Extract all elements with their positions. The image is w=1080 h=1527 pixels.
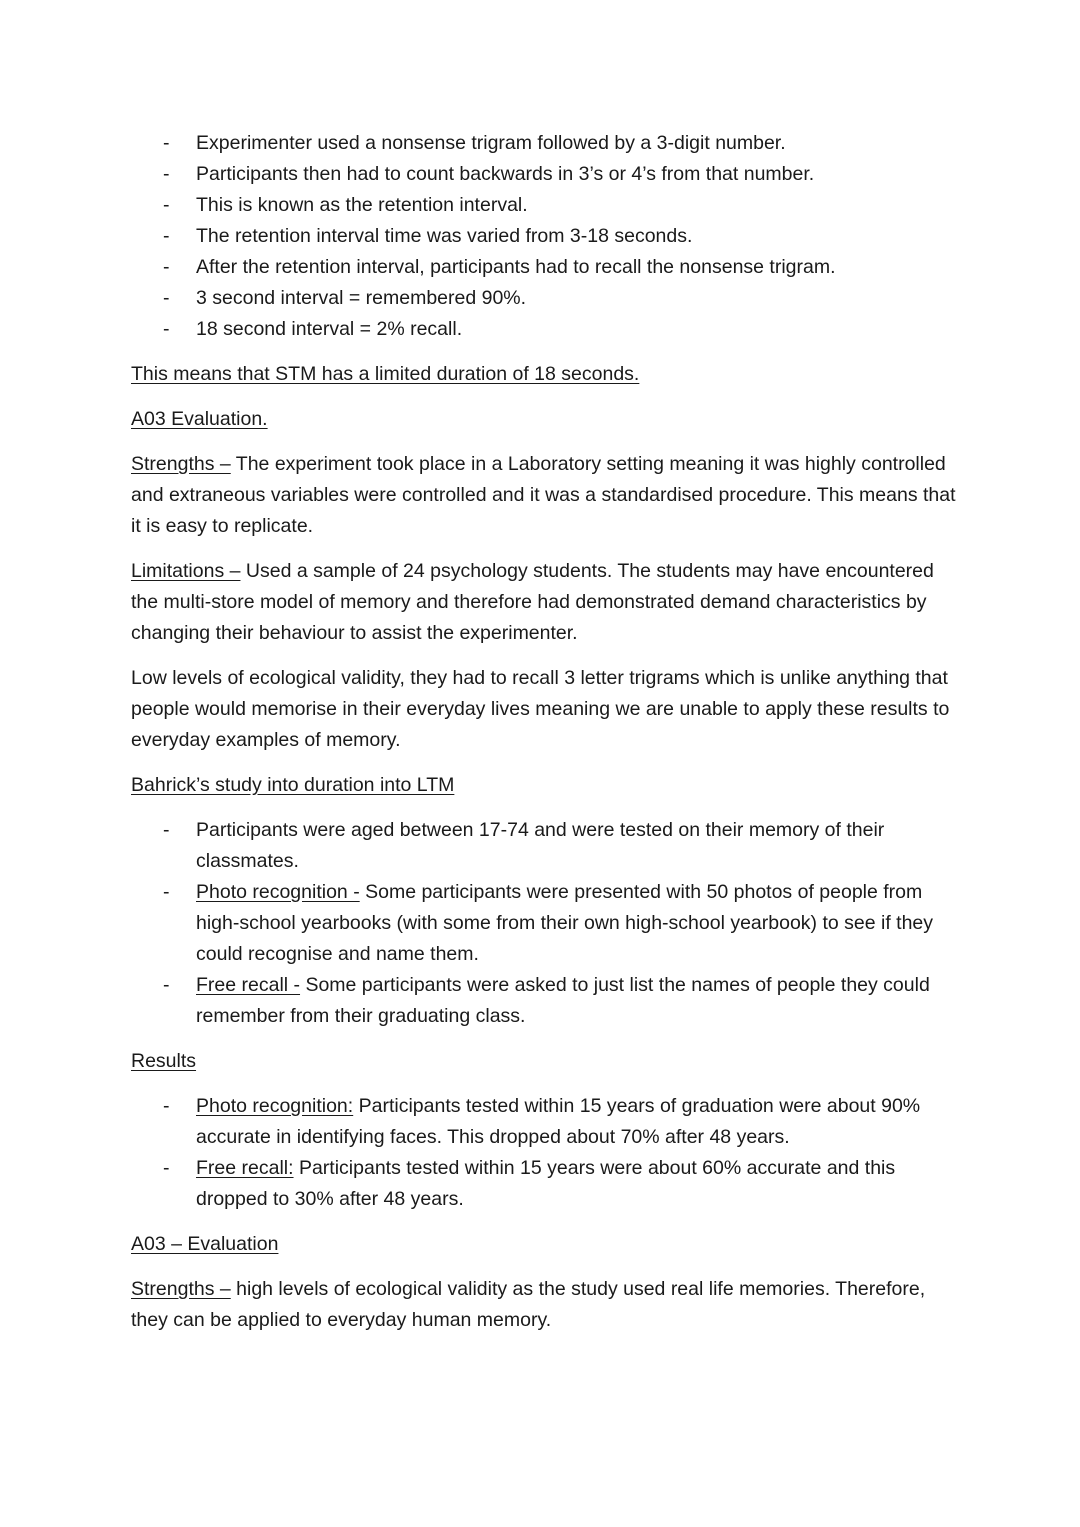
strengths-paragraph-2: Strengths – high levels of ecological validity as the study used real life memories. Therefore, they can be applied to everyday human memory. [131, 1278, 926, 1331]
list-item: - This is known as the retention interval. [131, 190, 961, 221]
bullet-dash: - [163, 287, 170, 309]
strengths-label: Strengths – [131, 453, 231, 475]
results-list [131, 1091, 961, 1215]
list-item: - Photo recognition - Some participants were presented with 50 photos of people from high-school yearbooks (with some from their own high-school yearbook) to see if they could recognise and name them. [131, 877, 961, 970]
bullet-dash: - [163, 194, 170, 216]
evaluation-heading-2: A03 – Evaluation [131, 1233, 279, 1255]
list-item: - Participants were aged between 17-74 and were tested on their memory of their classmates. [131, 815, 961, 877]
bullet-dash: - [163, 225, 170, 247]
bullet-dash: - [163, 256, 170, 278]
limitations-paragraph: Limitations – Used a sample of 24 psychology students. The students may have encountered the multi-store model of memory and therefore had demonstrated demand characteristics by changing their behaviour to assist the experimenter. [131, 560, 934, 644]
list-item: - Participants then had to count backwards in 3’s or 4’s from that number. [131, 159, 961, 190]
ecological-validity-paragraph: Low levels of ecological validity, they had to recall 3 letter trigrams which is unlike anything that people would memorise in their everyday lives meaning we are unable to apply these results to everyday examples of memory. [131, 667, 950, 751]
bullet-dash: - [163, 1157, 170, 1179]
bullet-dash: - [163, 1095, 170, 1117]
bullet-dash: - [163, 163, 170, 185]
list-item: - Free recall: Participants tested within 15 years were about 60% accurate and this dropped to 30% after 48 years. [131, 1153, 961, 1215]
bahrick-heading: Bahrick’s study into duration into LTM [131, 774, 455, 796]
results-heading: Results [131, 1050, 197, 1072]
stm-procedure-list [131, 128, 961, 345]
stm-conclusion: This means that STM has a limited duration of 18 seconds. [131, 363, 640, 385]
list-item: - 18 second interval = 2% recall. [131, 314, 961, 345]
bahrick-procedure-list [131, 815, 961, 1032]
list-item: - The retention interval time was varied from 3-18 seconds. [131, 221, 961, 252]
list-item: - Experimenter used a nonsense trigram followed by a 3-digit number. [131, 128, 961, 159]
strengths-label: Strengths – [131, 1278, 231, 1300]
list-item: - 3 second interval = remembered 90%. [131, 283, 961, 314]
strengths-paragraph: Strengths – The experiment took place in a Laboratory setting meaning it was highly controlled and extraneous variables were controlled and it was a standardised procedure. This means that it is easy to replicate. [131, 453, 956, 537]
bullet-dash: - [163, 974, 170, 996]
limitations-label: Limitations – [131, 560, 241, 582]
evaluation-heading: A03 Evaluation. [131, 408, 268, 430]
list-item: - Photo recognition: Participants tested within 15 years of graduation were about 90% accurate in identifying faces. This dropped about 70% after 48 years. [131, 1091, 961, 1153]
bullet-dash: - [163, 318, 170, 340]
document-page [131, 128, 961, 1336]
bullet-dash: - [163, 819, 170, 841]
bullet-dash: - [163, 881, 170, 903]
bullet-dash: - [163, 132, 170, 154]
list-item: - Free recall - Some participants were asked to just list the names of people they could remember from their graduating class. [131, 970, 961, 1032]
list-item: - After the retention interval, participants had to recall the nonsense trigram. [131, 252, 961, 283]
